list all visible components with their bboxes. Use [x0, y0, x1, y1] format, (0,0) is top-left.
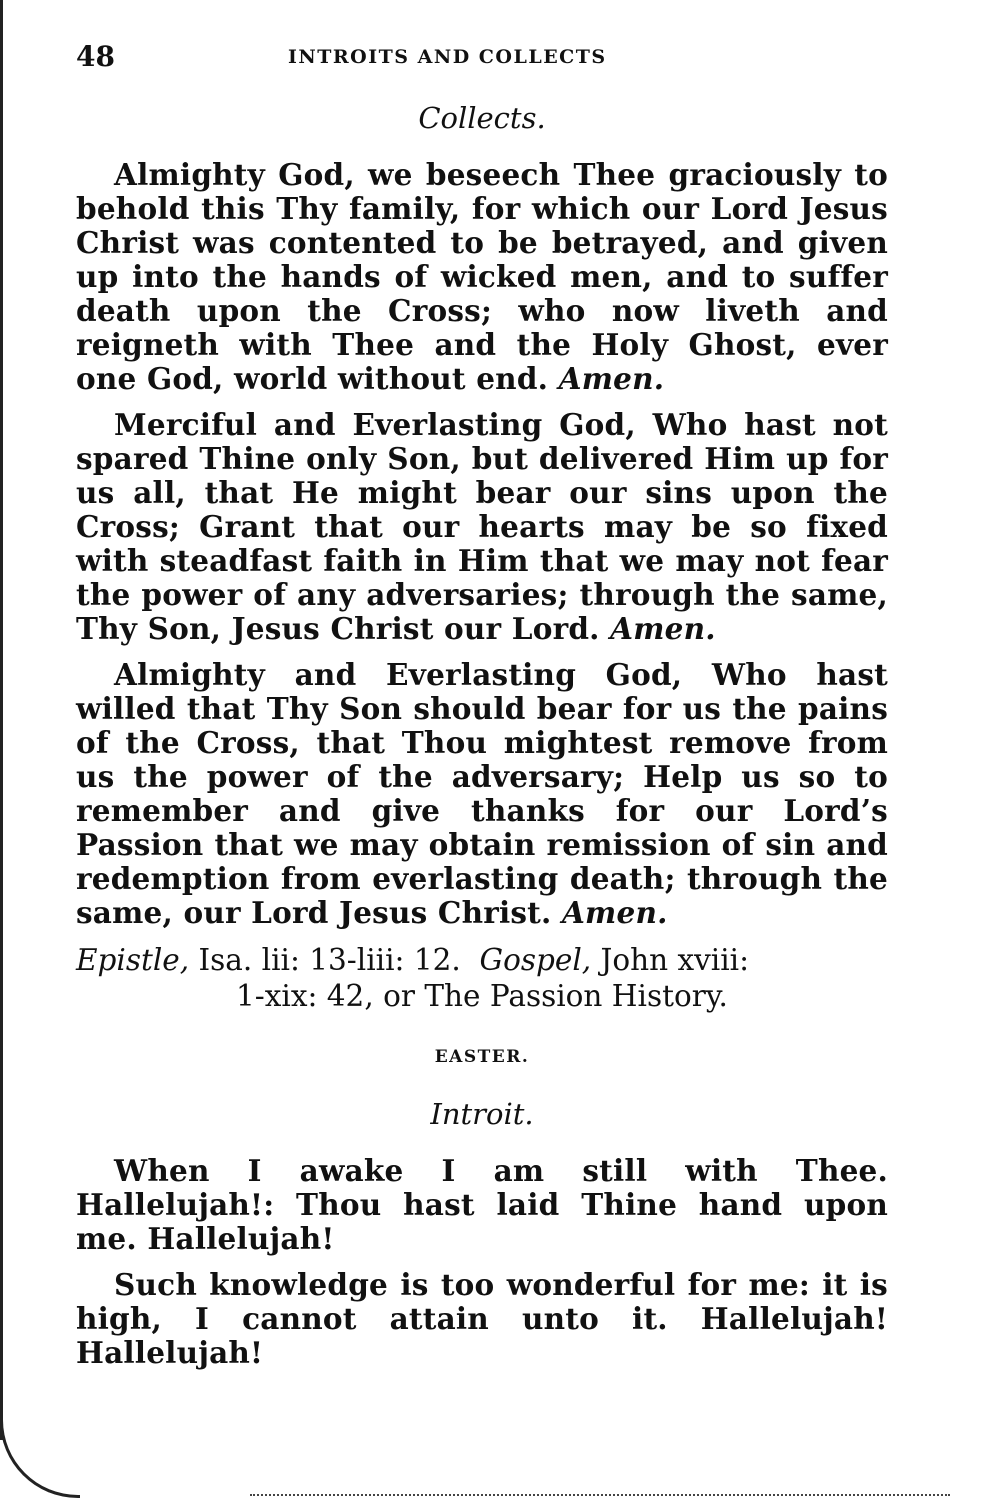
page-number: 48	[76, 40, 115, 73]
amen: Amen.	[558, 361, 665, 396]
amen: Amen.	[561, 895, 668, 930]
introit-title: Introit.	[430, 1097, 534, 1131]
page-header	[76, 40, 896, 80]
running-head: INTROITS AND COLLECTS	[288, 46, 607, 68]
page-edge-bottom	[250, 1494, 950, 1496]
collect-paragraph	[76, 658, 888, 930]
collect-text: Almighty and Everlasting God, Who hast willed that Thy Son should bear for us the pains of the Cross, that Thou mightest remove from us the power of the adversary; Help us so to remember and give thanks for our Lord’s Passion that we may obtain remission of sin and redemption from everlasting death; through the same, our Lord Jesus Christ.	[76, 657, 888, 930]
introit-verse: When I awake I am still with Thee. Hallelujah!: Thou hast laid Thine hand upon me. Hallelujah!	[76, 1153, 888, 1256]
gospel-reference: John xviii:	[600, 943, 750, 977]
collects-title: Collects.	[418, 101, 546, 135]
epistle-reference: Isa. lii: 13-liii: 12.	[198, 943, 461, 977]
lessons-line	[76, 942, 888, 978]
collect-text: Almighty God, we beseech Thee graciously to behold this Thy family, for which our Lord Jesus Christ was contented to be betrayed, and given up into the hands of wicked men, and to suffer death upon the Cross; who now liveth and reigneth with Thee and the Holy Ghost, ever one God, world without end.	[76, 157, 888, 396]
gospel-label: Gospel,	[479, 943, 592, 977]
introit-verse: Such knowledge is too wonderful for me: it is high, I cannot attain unto it. Hallelujah! Hallelujah!	[76, 1267, 888, 1370]
collect-text: Merciful and Everlasting God, Who hast not spared Thine only Son, but delivered Him up for us all, that He might bear our sins upon the Cross; Grant that our hearts may be so fixed with steadfast faith in Him that we may not fear the power of any adversaries; through the same, Thy Son, Jesus Christ our Lord.	[76, 407, 888, 646]
lessons-line-continued: 1-xix: 42, or The Passion History.	[236, 979, 728, 1013]
easter-heading: EASTER.	[434, 1047, 530, 1067]
page-edge-left	[0, 0, 3, 1440]
page-content	[76, 98, 888, 1382]
amen: Amen.	[610, 611, 716, 646]
collect-paragraph	[76, 408, 888, 646]
collect-paragraph	[76, 158, 888, 396]
page-edge-corner	[0, 1420, 80, 1498]
epistle-label: Epistle,	[76, 943, 190, 977]
